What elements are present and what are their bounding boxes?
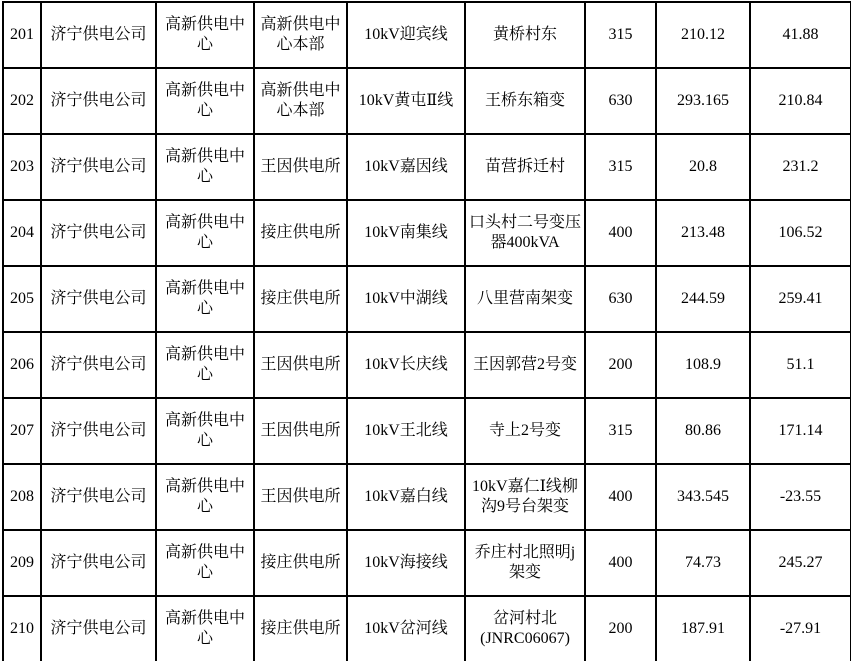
value2-cell: 171.14 bbox=[750, 398, 851, 464]
value2-cell: -23.55 bbox=[750, 464, 851, 530]
table-row bbox=[3, 464, 851, 530]
row-number-cell: 210 bbox=[3, 596, 41, 661]
station-area-cell: 王桥东箱变 bbox=[465, 68, 585, 134]
line-name-cell: 10kV嘉白线 bbox=[347, 464, 465, 530]
company-cell: 济宁供电公司 bbox=[41, 266, 156, 332]
value2-cell: 245.27 bbox=[750, 530, 851, 596]
station-area-cell: 苗营拆迁村 bbox=[465, 134, 585, 200]
station-area-cell: 口头村二号变压器400kVA bbox=[465, 200, 585, 266]
company-cell: 济宁供电公司 bbox=[41, 134, 156, 200]
value1-cell: 108.9 bbox=[656, 332, 750, 398]
supply-center-cell: 高新供电中心 bbox=[156, 2, 254, 68]
table-row bbox=[3, 134, 851, 200]
capacity-cell: 200 bbox=[585, 596, 656, 661]
supply-center-cell: 高新供电中心 bbox=[156, 596, 254, 661]
supply-station-cell: 王因供电所 bbox=[254, 464, 347, 530]
supply-center-cell: 高新供电中心 bbox=[156, 266, 254, 332]
line-name-cell: 10kV嘉因线 bbox=[347, 134, 465, 200]
capacity-cell: 400 bbox=[585, 200, 656, 266]
row-number-cell: 209 bbox=[3, 530, 41, 596]
row-number-cell: 206 bbox=[3, 332, 41, 398]
supply-center-cell: 高新供电中心 bbox=[156, 200, 254, 266]
table-row bbox=[3, 332, 851, 398]
capacity-cell: 630 bbox=[585, 68, 656, 134]
value1-cell: 213.48 bbox=[656, 200, 750, 266]
station-area-cell: 八里营南架变 bbox=[465, 266, 585, 332]
station-area-cell: 10kV嘉仁Ⅰ线柳沟9号台架变 bbox=[465, 464, 585, 530]
supply-station-cell: 接庄供电所 bbox=[254, 596, 347, 661]
value2-cell: -27.91 bbox=[750, 596, 851, 661]
line-name-cell: 10kV海接线 bbox=[347, 530, 465, 596]
table-row bbox=[3, 2, 851, 68]
value1-cell: 187.91 bbox=[656, 596, 750, 661]
capacity-cell: 630 bbox=[585, 266, 656, 332]
capacity-cell: 200 bbox=[585, 332, 656, 398]
row-number-cell: 201 bbox=[3, 2, 41, 68]
company-cell: 济宁供电公司 bbox=[41, 530, 156, 596]
supply-center-cell: 高新供电中心 bbox=[156, 134, 254, 200]
supply-station-cell: 接庄供电所 bbox=[254, 200, 347, 266]
value2-cell: 51.1 bbox=[750, 332, 851, 398]
line-name-cell: 10kV王北线 bbox=[347, 398, 465, 464]
line-name-cell: 10kV南集线 bbox=[347, 200, 465, 266]
company-cell: 济宁供电公司 bbox=[41, 200, 156, 266]
value2-cell: 106.52 bbox=[750, 200, 851, 266]
table-row bbox=[3, 200, 851, 266]
supply-center-cell: 高新供电中心 bbox=[156, 530, 254, 596]
station-area-cell: 乔庄村北照明j架变 bbox=[465, 530, 585, 596]
row-number-cell: 205 bbox=[3, 266, 41, 332]
table-body bbox=[3, 2, 851, 661]
value1-cell: 210.12 bbox=[656, 2, 750, 68]
table-row bbox=[3, 398, 851, 464]
capacity-cell: 315 bbox=[585, 134, 656, 200]
value2-cell: 259.41 bbox=[750, 266, 851, 332]
company-cell: 济宁供电公司 bbox=[41, 2, 156, 68]
line-name-cell: 10kV黄屯Ⅱ线 bbox=[347, 68, 465, 134]
value2-cell: 210.84 bbox=[750, 68, 851, 134]
row-number-cell: 202 bbox=[3, 68, 41, 134]
row-number-cell: 204 bbox=[3, 200, 41, 266]
supply-station-cell: 王因供电所 bbox=[254, 332, 347, 398]
supply-station-cell: 高新供电中心本部 bbox=[254, 2, 347, 68]
supply-center-cell: 高新供电中心 bbox=[156, 332, 254, 398]
company-cell: 济宁供电公司 bbox=[41, 332, 156, 398]
company-cell: 济宁供电公司 bbox=[41, 68, 156, 134]
line-name-cell: 10kV迎宾线 bbox=[347, 2, 465, 68]
capacity-cell: 315 bbox=[585, 2, 656, 68]
supply-station-cell: 高新供电中心本部 bbox=[254, 68, 347, 134]
line-name-cell: 10kV中湖线 bbox=[347, 266, 465, 332]
capacity-cell: 400 bbox=[585, 464, 656, 530]
table-row bbox=[3, 68, 851, 134]
table-row bbox=[3, 596, 851, 661]
company-cell: 济宁供电公司 bbox=[41, 398, 156, 464]
capacity-cell: 315 bbox=[585, 398, 656, 464]
supply-center-cell: 高新供电中心 bbox=[156, 68, 254, 134]
capacity-cell: 400 bbox=[585, 530, 656, 596]
line-name-cell: 10kV岔河线 bbox=[347, 596, 465, 661]
value1-cell: 80.86 bbox=[656, 398, 750, 464]
supply-station-cell: 接庄供电所 bbox=[254, 266, 347, 332]
value1-cell: 244.59 bbox=[656, 266, 750, 332]
supply-center-cell: 高新供电中心 bbox=[156, 398, 254, 464]
supply-station-cell: 接庄供电所 bbox=[254, 530, 347, 596]
value2-cell: 231.2 bbox=[750, 134, 851, 200]
value1-cell: 343.545 bbox=[656, 464, 750, 530]
value1-cell: 74.73 bbox=[656, 530, 750, 596]
value1-cell: 20.8 bbox=[656, 134, 750, 200]
row-number-cell: 207 bbox=[3, 398, 41, 464]
power-supply-table bbox=[2, 1, 851, 661]
row-number-cell: 203 bbox=[3, 134, 41, 200]
supply-station-cell: 王因供电所 bbox=[254, 134, 347, 200]
table-row bbox=[3, 266, 851, 332]
table-row bbox=[3, 530, 851, 596]
row-number-cell: 208 bbox=[3, 464, 41, 530]
company-cell: 济宁供电公司 bbox=[41, 464, 156, 530]
value1-cell: 293.165 bbox=[656, 68, 750, 134]
station-area-cell: 黄桥村东 bbox=[465, 2, 585, 68]
supply-center-cell: 高新供电中心 bbox=[156, 464, 254, 530]
value2-cell: 41.88 bbox=[750, 2, 851, 68]
line-name-cell: 10kV长庆线 bbox=[347, 332, 465, 398]
station-area-cell: 寺上2号变 bbox=[465, 398, 585, 464]
station-area-cell: 王因郭营2号变 bbox=[465, 332, 585, 398]
station-area-cell: 岔河村北(JNRC06067) bbox=[465, 596, 585, 661]
supply-station-cell: 王因供电所 bbox=[254, 398, 347, 464]
company-cell: 济宁供电公司 bbox=[41, 596, 156, 661]
